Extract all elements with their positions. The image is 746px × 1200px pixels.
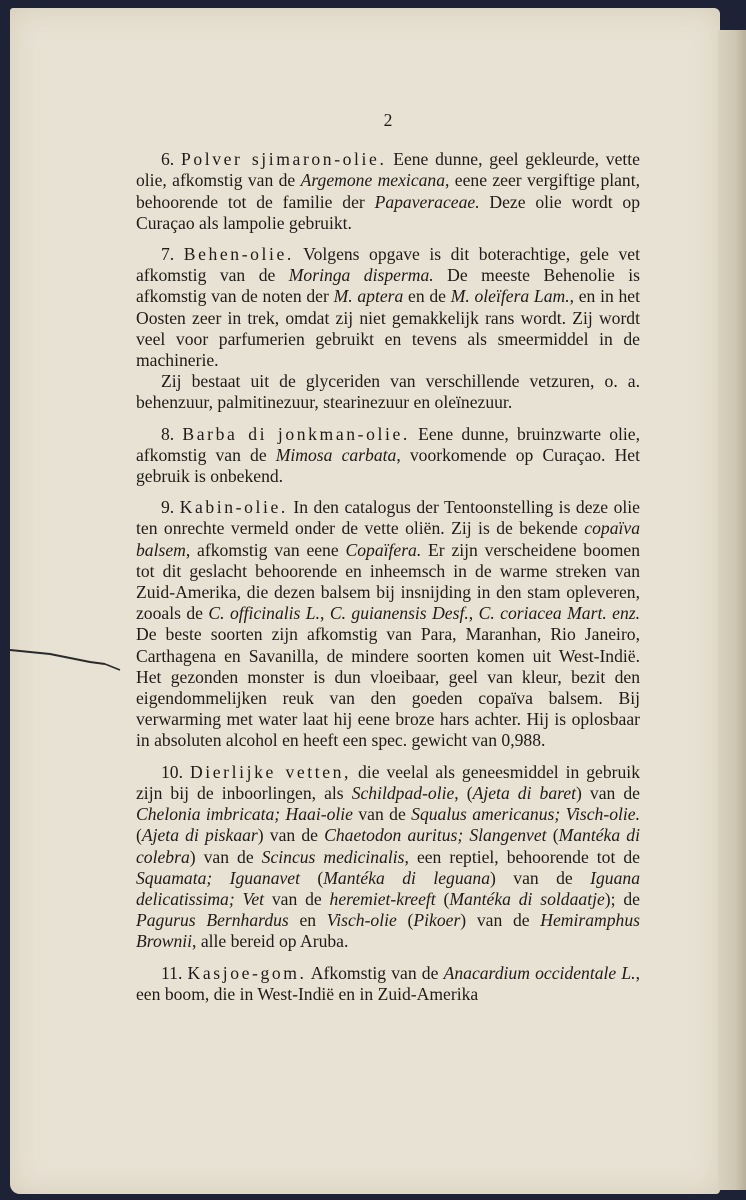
entry-text: , en in het Oosten zeer in trek, omdat zij niet gemakkelijk rans wordt. Zij wordt veel voor parfumerien gebruikt en tevens als smeermiddel in de machinerie.: [136, 286, 640, 371]
species-name: Moringa disperma.: [288, 265, 434, 286]
species-name: Pikoer: [413, 910, 461, 931]
species-name: C. guianensis Desf.: [329, 603, 469, 624]
species-name: Pagurus Bernhardus: [136, 910, 289, 931]
entry-text: Volgens opgave is dit boterachtige, gele vet afkomstig van de: [136, 244, 640, 286]
entry-text: , afkomstig van eene: [185, 539, 346, 560]
species-name: Chelonia imbricata; Haai-olie: [136, 804, 353, 825]
species-name: C. coriacea Mart. enz.: [478, 603, 641, 624]
entry-text: De beste soorten zijn afkomstig van Para, Maranhan, Rio Janeiro, Carthagena en Savanilla, de mindere soorten komen uit West-Indië. Het gezonden monster is dun vloeibaar, geel van kleur, bezit den eigendommelijken reuk van den goeden copaïva balsem. Bij verwarming met water laat hij eene broze hars achter. Hij is oplosbaar in absoluten alcohol en heeft een spec. gewicht van 0,988.: [136, 624, 640, 751]
entry-text: , eene zeer vergiftige plant, behoorende tot de familie der: [136, 170, 641, 212]
species-name: Mantéka di leguana: [323, 867, 491, 888]
species-name: Squamata; Iguanavet: [136, 867, 300, 888]
entry-text: (: [136, 825, 142, 846]
entry-text: ,: [468, 603, 479, 624]
species-name: M. oleïfera Lam.: [450, 286, 570, 307]
species-name: Anacardium occidentale L.: [443, 962, 636, 983]
entry-number: 11.: [161, 962, 183, 983]
entry-text: , alle bereid op Aruba.: [192, 931, 349, 952]
entry-text: ,: [319, 603, 330, 624]
entry-11: [136, 963, 640, 1005]
species-name: Mantéka di soldaatje: [449, 888, 605, 909]
entry-term: Behen-olie.: [183, 244, 294, 265]
entry-term: Kasjoe-gom.: [187, 962, 307, 983]
next-page-edge: [718, 30, 746, 1190]
species-name: Copaïfera.: [345, 539, 422, 560]
entry-text: Er zijn verscheidene boomen tot dit geslacht behoorende en inheemsch in de warme streken van Zuid-Amerika, die dezen balsem bij insnijding in den stam opleveren, zooals de: [136, 539, 640, 624]
entry-text: , (: [454, 782, 473, 803]
entry-text: ) van de: [189, 846, 262, 867]
entry-text: (: [546, 825, 559, 846]
entry-term: Dierlijke vetten,: [189, 761, 352, 782]
entry-text: van de: [352, 804, 412, 825]
species-name: Iguana delicatissima; Vet: [136, 867, 640, 909]
entry-number: 6.: [161, 149, 175, 170]
species-name: heremiet-kreeft: [329, 888, 436, 909]
entry-text: ) van de: [490, 867, 591, 888]
entry-text: die veelal als geneesmiddel in gebruik zijn bij de inboorlingen, als: [136, 761, 640, 803]
species-name: M. aptera: [333, 286, 404, 307]
entry-9: [136, 497, 640, 751]
species-name: Visch-olie: [326, 910, 397, 931]
entry-term: Barba di jonkman-olie.: [182, 423, 410, 444]
entry-text: ); de: [604, 888, 640, 909]
entry-text: ) van de: [576, 782, 640, 803]
entry-text: , een boom, die in West-Indië en in Zuid-Amerika: [136, 962, 640, 1004]
entry-text: ) van de: [257, 825, 325, 846]
entry-text: ) van de: [460, 910, 541, 931]
entry-text: (: [300, 867, 324, 888]
species-name: Hemiramphus Brownii: [136, 910, 640, 952]
species-name: copaïva balsem: [136, 518, 640, 560]
species-name: Mantéka di colebra: [136, 825, 640, 867]
species-name: Scincus medicinalis: [261, 846, 405, 867]
species-name: Schildpad-olie: [351, 782, 455, 803]
entry-10: [136, 762, 640, 953]
entry-text: De meeste Behenolie is afkomstig van de noten der: [136, 265, 640, 307]
entry-text: Eene dunne, bruinzwarte olie, afkomstig van de: [136, 423, 640, 465]
entry-number: 7.: [161, 244, 175, 265]
entry-text: Deze olie wordt op Curaçao als lampolie gebruikt.: [136, 191, 640, 233]
entry-7: [136, 244, 640, 371]
species-name: Ajeta di piskaar: [141, 825, 258, 846]
entry-text: (: [396, 910, 414, 931]
entry-term: Polver sjimaron-olie.: [180, 149, 387, 170]
entry-text: Eene dunne, geel gekleurde, vette olie, afkomstig van de: [136, 149, 640, 191]
species-name: Papaveraceae.: [374, 191, 480, 212]
species-name: Chaetodon auritus; Slangenvet: [324, 825, 547, 846]
entry-text: (: [435, 888, 450, 909]
entry-text: In den catalogus der Tentoonstelling is deze olie ten onrechte vermeld onder de vette oliën. Zij is de bekende: [136, 497, 640, 539]
page-text: [136, 110, 640, 1005]
species-name: Squalus americanus; Visch-olie.: [411, 804, 640, 825]
species-name: Argemone mexicana: [300, 170, 446, 191]
entry-text: van de: [264, 888, 330, 909]
paper-tear-mark: [10, 640, 140, 680]
entry-text: en de: [403, 286, 451, 307]
entry-number: 10.: [161, 761, 183, 782]
entry-text: en: [288, 910, 327, 931]
entry-term: Kabin-olie.: [179, 497, 288, 518]
species-name: Ajeta di baret: [472, 782, 577, 803]
entry-6: [136, 149, 640, 234]
entry-text: Afkomstig van de: [306, 962, 444, 983]
entry-text: , voorkomende op Curaçao. Het gebruik is onbekend.: [136, 444, 640, 487]
species-name: C. officinalis L.: [208, 603, 320, 624]
entry-number: 8.: [161, 423, 175, 444]
entry-number: 9.: [161, 497, 175, 518]
species-name: Mimosa carbata: [275, 444, 397, 465]
entry-7-continued: Zij bestaat uit de glyceriden van verschillende vetzuren, o. a. behenzuur, palmitinezuur, stearinezuur en oleïnezuur.: [136, 371, 640, 413]
entry-8: [136, 424, 640, 488]
entry-text: , een reptiel, behoorende tot de: [404, 846, 640, 867]
page-number: 2: [383, 110, 393, 130]
